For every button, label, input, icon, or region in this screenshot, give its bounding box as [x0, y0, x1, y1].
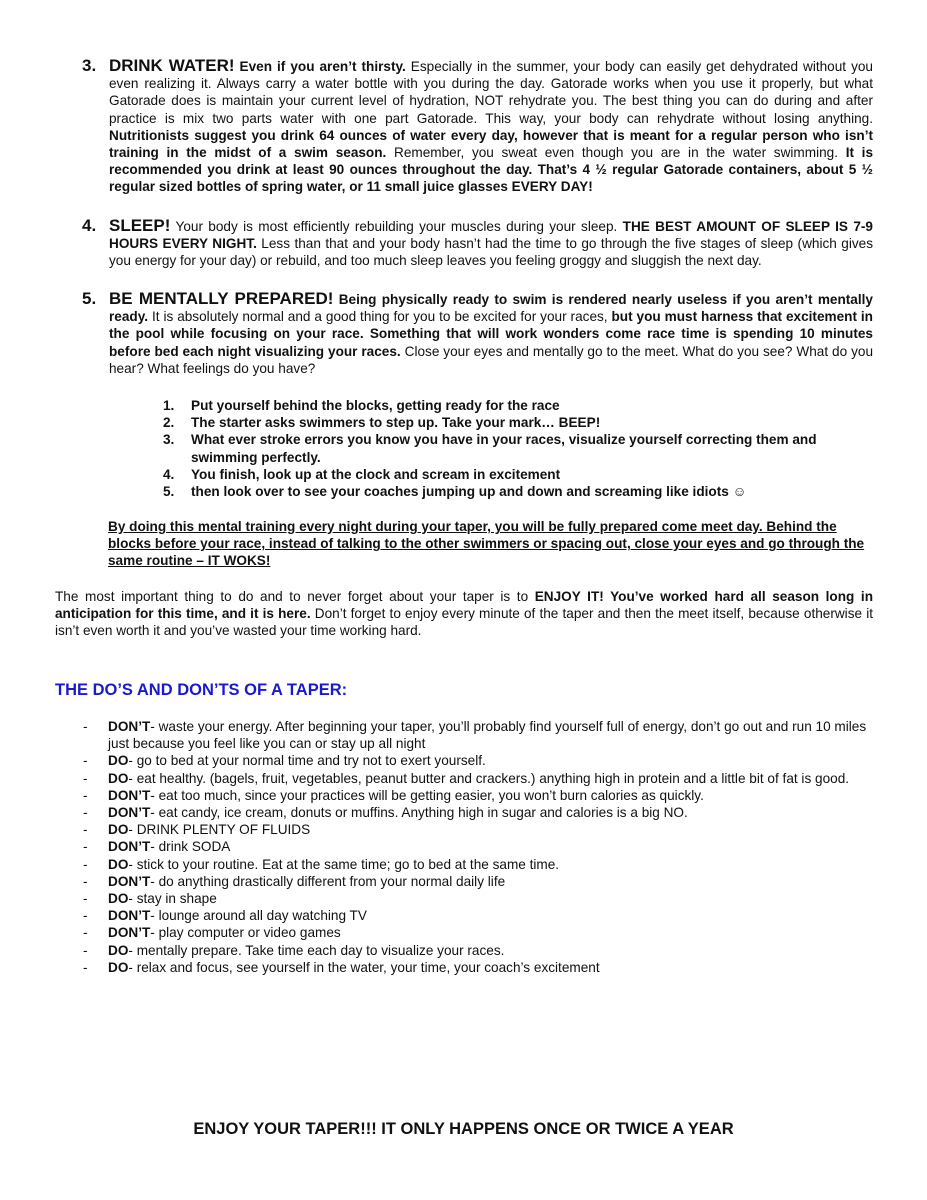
visualization-steps-list — [163, 397, 873, 500]
item-label: DON’T — [108, 805, 151, 821]
item-label: DON’T — [108, 873, 151, 889]
dash-bullet-icon: - — [83, 873, 88, 889]
tip-text: It is absolutely normal and a good thing for you to be excited for your races, — [148, 309, 612, 325]
step-text: You finish, look up at the clock and scream in excitement — [191, 466, 561, 482]
list-item — [83, 959, 873, 976]
step-text: then look over to see your coaches jumping up and down and screaming like idiots ☺ — [191, 484, 747, 500]
list-item — [163, 431, 873, 465]
tip-text-bold: Being physically ready to swim is rendered nearly useless if you aren’t mentally ready. — [109, 292, 873, 325]
step-number: 2. — [163, 415, 175, 431]
dash-bullet-icon: - — [83, 719, 88, 734]
list-item — [83, 856, 873, 873]
dash-bullet-icon: - — [83, 908, 88, 924]
item-text: - stick to your routine. Eat at the same time; go to bed at the same time. — [128, 856, 560, 872]
dash-bullet-icon: - — [83, 753, 88, 769]
item-label: DON’T — [108, 839, 151, 855]
footer-slogan: ENJOY YOUR TAPER!!! IT ONLY HAPPENS ONCE OR TWICE A YEAR — [193, 1120, 734, 1138]
item-label: DO — [108, 942, 129, 958]
dash-bullet-icon: - — [83, 770, 88, 786]
item-text: - stay in shape — [128, 891, 217, 907]
tip-drink-water — [82, 57, 873, 196]
dash-bullet-icon: - — [83, 787, 88, 803]
list-item — [83, 873, 873, 890]
list-item — [83, 890, 873, 907]
step-number: 1. — [163, 398, 175, 413]
list-item — [83, 804, 873, 821]
list-item — [83, 907, 873, 924]
list-item — [83, 752, 873, 769]
tip-title: SLEEP! — [109, 216, 171, 235]
closing-text: Don’t forget to enjoy every minute of the taper and then the meet itself, because otherwise it isn’t even worth it and you’ve wasted your time working hard. — [55, 606, 874, 639]
item-text: - DRINK PLENTY OF FLUIDS — [128, 822, 311, 838]
item-label: DO — [108, 856, 129, 872]
tip-text: Remember, you sweat even though you are in the water swimming. — [386, 145, 846, 161]
step-number: 3. — [163, 432, 175, 448]
tip-title: BE MENTALLY PREPARED! — [109, 289, 334, 308]
tip-number: 4. — [82, 216, 97, 235]
tip-mentally-prepared — [82, 290, 873, 377]
mental-training-note: By doing this mental training every night during your taper, you will be fully prepared come meet day. Behind the blocks before your race, instead of talking to the other swimmers or spacing out, close your eyes and go through the same routine – IT WOKS! — [108, 519, 865, 569]
list-item — [163, 414, 873, 431]
closing-text: The most important thing to do and to never forget about your taper is to — [55, 589, 535, 604]
item-text: - mentally prepare. Take time each day to visualize your races. — [128, 942, 505, 958]
item-label: DON’T — [108, 719, 151, 734]
tip-text-bold: Nutritionists suggest you drink 64 ounces of water every day, however that is meant for a regular person who isn’t training in the midst of a swim season. — [109, 127, 873, 161]
dos-donts-heading: THE DO’S AND DON’TS OF A TAPER: — [55, 681, 348, 699]
dash-bullet-icon: - — [83, 839, 88, 855]
dash-bullet-icon: - — [83, 856, 88, 872]
list-item — [83, 770, 873, 787]
item-text: - go to bed at your normal time and try not to exert yourself. — [128, 753, 486, 769]
tip-number: 3. — [82, 56, 97, 75]
closing-paragraph — [55, 588, 873, 640]
list-item — [163, 466, 873, 483]
item-label: DON’T — [108, 908, 151, 924]
item-text: - eat candy, ice cream, donuts or muffins. Anything high in sugar and calories is a big NO. — [150, 805, 688, 821]
dash-bullet-icon: - — [83, 942, 88, 958]
tip-text: Less than that and your body hasn’t had the time to go through the five stages of sleep (which gives you energy for your day) or rebuild, and too much sleep leaves you feeling groggy and sluggish the next day. — [109, 236, 874, 269]
tip-text-bold: but you must harness that excitement in the pool while focusing on your race. Something that will work wonders come race time is spending 10 minutes before bed each night visualizing your races. — [109, 309, 873, 359]
step-text: The starter asks swimmers to step up. Take your mark… BEEP! — [191, 415, 601, 431]
list-item — [83, 838, 873, 855]
dash-bullet-icon: - — [83, 925, 88, 941]
tip-number: 5. — [82, 289, 97, 308]
step-number: 5. — [163, 484, 175, 500]
item-text: - eat too much, since your practices will be getting easier, you won’t burn calories as quickly. — [150, 787, 704, 803]
step-text: What ever stroke errors you know you have in your races, visualize yourself correcting them and swimming perfectly. — [191, 432, 817, 465]
closing-text-bold: ENJOY IT! You’ve worked hard all season long in anticipation for this time, and it is here. — [55, 589, 874, 622]
item-label: DO — [108, 753, 129, 769]
dash-bullet-icon: - — [83, 805, 88, 821]
dash-bullet-icon: - — [83, 891, 88, 907]
item-text: - waste your energy. After beginning your taper, you’ll probably find yourself full of energy, don’t go out and run 10 miles just because you feel like you can or stay up all night — [108, 719, 867, 752]
tip-text: Especially in the summer, your body can easily get dehydrated without you even realizing it. Always carry a water bottle with you during the day. Gatorade works when you use it properly, but what Gatorade does is maintain your current level of hydration, NOT rehydrate you. The best thing you can do during and after practice is mix two parts water with one part Gatorade. This way, your body can rehydrate without losing anything. — [109, 59, 873, 126]
item-label: DON’T — [108, 925, 151, 941]
item-text: - play computer or video games — [150, 925, 341, 941]
item-text: - drink SODA — [150, 839, 231, 855]
item-label: DO — [108, 822, 129, 838]
tip-text-bold: THE BEST AMOUNT OF SLEEP IS 7-9 HOURS EVERY NIGHT. — [109, 219, 873, 252]
tip-text: Close your eyes and mentally go to the meet. What do you see? What do you hear? What feelings do you have? — [109, 343, 873, 376]
tip-title: DRINK WATER! — [109, 56, 235, 75]
dos-donts-list — [83, 718, 873, 976]
step-number: 4. — [163, 466, 175, 482]
step-text: Put yourself behind the blocks, getting ready for the race — [191, 398, 560, 413]
tip-text: Your body is most efficiently rebuilding your muscles during your sleep. — [170, 219, 623, 234]
dash-bullet-icon: - — [83, 822, 88, 838]
item-label: DO — [108, 770, 129, 786]
list-item — [163, 483, 873, 500]
dash-bullet-icon: - — [83, 959, 88, 975]
item-label: DO — [108, 959, 129, 975]
list-item — [83, 821, 873, 838]
list-item — [163, 397, 873, 414]
tip-text-bold: It is recommended you drink at least 90 ounces throughout the day. That’s 4 ½ regular Gatorade containers, about 5 ½ regular sized bottles of spring water, or 11 small juice glasses EVERY DAY! — [109, 145, 874, 195]
tip-text-bold: Even if you aren’t thirsty. — [234, 59, 406, 74]
item-label: DO — [108, 891, 129, 907]
item-text: - lounge around all day watching TV — [150, 908, 367, 924]
list-item — [83, 787, 873, 804]
list-item — [83, 942, 873, 959]
list-item — [83, 718, 873, 752]
list-item — [83, 924, 873, 941]
tip-sleep — [82, 217, 873, 270]
item-text: - relax and focus, see yourself in the water, your time, your coach’s excitement — [128, 959, 600, 975]
item-text: - eat healthy. (bagels, fruit, vegetables, peanut butter and crackers.) anything high in protein and a little bit of fat is good. — [128, 770, 850, 786]
item-text: - do anything drastically different from your normal daily life — [150, 873, 506, 889]
item-label: DON’T — [108, 787, 151, 803]
